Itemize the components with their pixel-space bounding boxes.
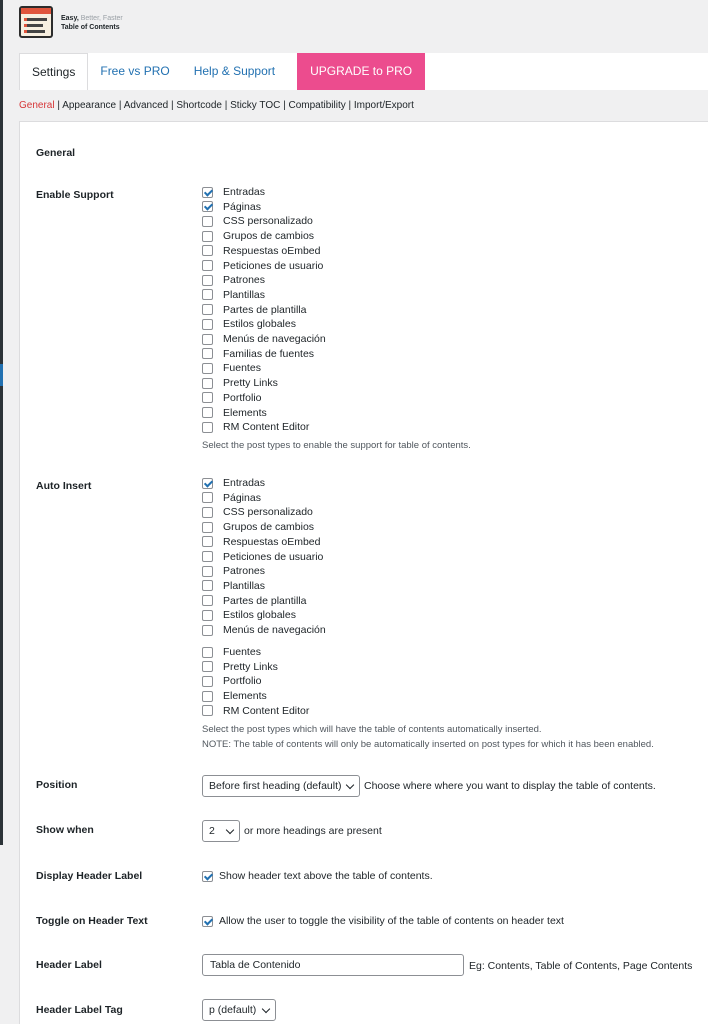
auto-insert-label: Auto Insert xyxy=(36,480,92,492)
post-type-option xyxy=(202,303,306,317)
post-type-label: Entradas xyxy=(223,477,266,489)
header-label-tag-select[interactable]: p (default) xyxy=(202,999,276,1021)
admin-menu-indicator xyxy=(0,364,3,386)
post-type-label: Menús de navegación xyxy=(223,624,326,636)
post-type-label: Peticiones de usuario xyxy=(223,259,324,272)
section-title: General xyxy=(36,147,76,159)
post-type-label: Páginas xyxy=(223,491,261,504)
post-type-label: Pretty Links xyxy=(223,377,278,390)
display-header-label-help: Show header text above the table of contents. xyxy=(219,870,433,882)
post-type-checkbox[interactable] xyxy=(202,507,213,518)
tab-settings[interactable]: Settings xyxy=(19,53,88,90)
scroll-clip-artifact xyxy=(202,637,402,641)
post-type-option xyxy=(202,420,309,434)
post-type-option xyxy=(202,214,313,228)
post-type-option xyxy=(202,361,261,375)
post-type-label: Estilos globales xyxy=(223,609,296,622)
show-when-label: Show when xyxy=(36,824,94,836)
header-label-input[interactable]: Tabla de Contenido xyxy=(202,954,464,976)
post-type-option xyxy=(202,491,261,505)
post-type-checkbox[interactable] xyxy=(202,245,213,256)
post-type-label: Estilos globales xyxy=(223,318,296,331)
post-type-checkbox[interactable] xyxy=(202,275,213,286)
toggle-header-text-row xyxy=(202,914,564,928)
show-when-help: or more headings are present xyxy=(244,825,382,837)
post-type-option xyxy=(202,229,314,243)
auto-insert-note: NOTE: The table of contents will only be automatically inserted on post types for which it has been enabled. xyxy=(202,739,654,750)
post-type-label: Patrones xyxy=(223,274,266,287)
plugin-brand xyxy=(19,6,219,40)
header-label-tag-label: Header Label Tag xyxy=(36,1004,123,1016)
post-type-option xyxy=(202,259,323,273)
toggle-header-text-checkbox[interactable] xyxy=(202,916,213,927)
post-type-checkbox[interactable] xyxy=(202,348,213,359)
post-type-label: Respuestas oEmbed xyxy=(223,535,321,548)
display-header-label-label: Display Header Label xyxy=(36,870,143,882)
post-type-checkbox[interactable] xyxy=(202,392,213,403)
post-type-checkbox[interactable] xyxy=(202,566,213,577)
post-type-checkbox[interactable] xyxy=(202,625,213,636)
post-type-label: Entradas xyxy=(223,186,266,198)
post-type-label: Páginas xyxy=(223,200,261,213)
header-label-help: Eg: Contents, Table of Contents, Page Contents xyxy=(469,960,693,972)
post-type-checkbox[interactable] xyxy=(202,304,213,315)
post-type-checkbox[interactable] xyxy=(202,610,213,621)
post-type-label: Plantillas xyxy=(223,579,266,592)
post-type-label: Peticiones de usuario xyxy=(223,550,324,563)
post-type-option xyxy=(202,674,262,688)
post-type-checkbox[interactable] xyxy=(202,647,213,658)
post-type-option xyxy=(202,535,320,549)
subnav-advanced[interactable]: Advanced xyxy=(123,100,169,111)
post-type-option xyxy=(202,376,278,390)
post-type-checkbox[interactable] xyxy=(202,231,213,242)
show-when-select[interactable]: 2 xyxy=(202,820,240,842)
admin-sidebar-edge xyxy=(0,0,3,845)
post-type-label: Fuentes xyxy=(223,646,261,658)
post-type-option xyxy=(202,476,265,490)
subnav-appearance[interactable]: Appearance xyxy=(62,100,117,111)
display-header-label-checkbox[interactable] xyxy=(202,871,213,882)
post-type-option xyxy=(202,704,309,718)
post-type-checkbox[interactable] xyxy=(202,407,213,418)
main-tabs xyxy=(19,53,425,90)
post-type-checkbox[interactable] xyxy=(202,378,213,389)
chevron-down-icon xyxy=(226,826,234,834)
post-type-option xyxy=(202,645,261,659)
post-type-option xyxy=(202,332,326,346)
post-type-option xyxy=(202,520,314,534)
chevron-down-icon xyxy=(346,781,354,789)
subnav-shortcode[interactable]: Shortcode xyxy=(176,100,222,111)
post-type-option xyxy=(202,391,262,405)
post-type-option xyxy=(202,200,261,214)
post-type-checkbox[interactable] xyxy=(202,478,213,489)
post-type-checkbox[interactable] xyxy=(202,551,213,562)
post-type-checkbox[interactable] xyxy=(202,676,213,687)
post-type-label: CSS personalizado xyxy=(223,215,313,228)
post-type-label: Partes de plantilla xyxy=(223,594,307,607)
post-type-label: Respuestas oEmbed xyxy=(223,244,321,257)
post-type-checkbox[interactable] xyxy=(202,661,213,672)
post-type-label: Grupos de cambios xyxy=(223,230,315,243)
post-type-option xyxy=(202,347,314,361)
post-type-checkbox[interactable] xyxy=(202,705,213,716)
post-type-checkbox[interactable] xyxy=(202,691,213,702)
enable-support-label: Enable Support xyxy=(36,189,114,201)
post-type-label: Elements xyxy=(223,406,267,419)
tab-free-vs-pro[interactable]: Free vs PRO xyxy=(100,64,170,78)
enable-support-description: Select the post types to enable the support for table of contents. xyxy=(202,440,471,451)
post-type-checkbox[interactable] xyxy=(202,580,213,591)
post-type-checkbox[interactable] xyxy=(202,260,213,271)
post-type-checkbox[interactable] xyxy=(202,363,213,374)
brand-tagline: Easy, Better, Faster xyxy=(61,15,123,22)
post-type-checkbox[interactable] xyxy=(202,422,213,433)
header-label-label: Header Label xyxy=(36,959,102,971)
toggle-header-text-help: Allow the user to toggle the visibility of the table of contents on header text xyxy=(219,915,564,927)
post-type-label: Plantillas xyxy=(223,288,266,301)
post-type-option xyxy=(202,273,265,287)
toc-logo-icon xyxy=(19,6,53,38)
post-type-label: Grupos de cambios xyxy=(223,521,315,534)
post-type-checkbox[interactable] xyxy=(202,216,213,227)
post-type-label: Patrones xyxy=(223,565,266,578)
post-type-option xyxy=(202,185,265,199)
post-type-label: Menús de navegación xyxy=(223,333,326,345)
post-type-option xyxy=(202,406,267,420)
post-type-checkbox[interactable] xyxy=(202,595,213,606)
post-type-option xyxy=(202,689,267,703)
post-type-label: RM Content Editor xyxy=(223,704,310,717)
toggle-header-text-label: Toggle on Header Text xyxy=(36,915,148,927)
tab-help-support[interactable]: Help & Support xyxy=(193,64,276,78)
post-type-label: Familias de fuentes xyxy=(223,347,315,360)
subnav-sticky-toc[interactable]: Sticky TOC xyxy=(230,100,281,111)
subnav-import-export[interactable]: Import/Export xyxy=(353,100,414,111)
post-type-option xyxy=(202,579,265,593)
post-type-checkbox[interactable] xyxy=(202,187,213,198)
post-type-option xyxy=(202,564,265,578)
subnav-compatibility[interactable]: Compatibility xyxy=(288,100,346,111)
post-type-label: CSS personalizado xyxy=(223,506,313,519)
post-type-option xyxy=(202,505,313,519)
post-type-checkbox[interactable] xyxy=(202,201,213,212)
post-type-option xyxy=(202,660,278,674)
post-type-label: Portfolio xyxy=(223,391,262,404)
auto-insert-description: Select the post types which will have the table of contents automatically inserted. xyxy=(202,724,542,735)
post-type-label: Fuentes xyxy=(223,362,261,375)
display-header-label-row xyxy=(202,869,433,883)
post-type-option xyxy=(202,288,265,302)
post-type-checkbox[interactable] xyxy=(202,289,213,300)
chevron-down-icon xyxy=(262,1005,270,1013)
settings-subnav: General | Appearance | Advanced | Shortcode | Sticky TOC | Compatibility | Import/Export xyxy=(19,100,414,111)
post-type-checkbox[interactable] xyxy=(202,522,213,533)
subnav-general[interactable]: General xyxy=(19,100,55,111)
position-select[interactable]: Before first heading (default) xyxy=(202,775,360,797)
post-type-option xyxy=(202,244,320,258)
post-type-option xyxy=(202,317,296,331)
post-type-checkbox[interactable] xyxy=(202,492,213,503)
post-type-label: RM Content Editor xyxy=(223,421,310,434)
position-help: Choose where where you want to display the table of contents. xyxy=(364,780,656,792)
post-type-checkbox[interactable] xyxy=(202,334,213,345)
post-type-option xyxy=(202,623,326,637)
post-type-checkbox[interactable] xyxy=(202,536,213,547)
post-type-label: Portfolio xyxy=(223,675,262,688)
settings-panel xyxy=(19,121,708,1024)
post-type-checkbox[interactable] xyxy=(202,319,213,330)
post-type-option xyxy=(202,608,296,622)
brand-name: Table of Contents xyxy=(61,24,120,31)
post-type-label: Pretty Links xyxy=(223,660,278,673)
post-type-label: Partes de plantilla xyxy=(223,303,307,316)
post-type-option xyxy=(202,594,306,608)
upgrade-to-pro-button[interactable]: UPGRADE to PRO xyxy=(297,53,425,90)
post-type-option xyxy=(202,550,323,564)
position-label: Position xyxy=(36,779,78,791)
post-type-label: Elements xyxy=(223,690,267,703)
